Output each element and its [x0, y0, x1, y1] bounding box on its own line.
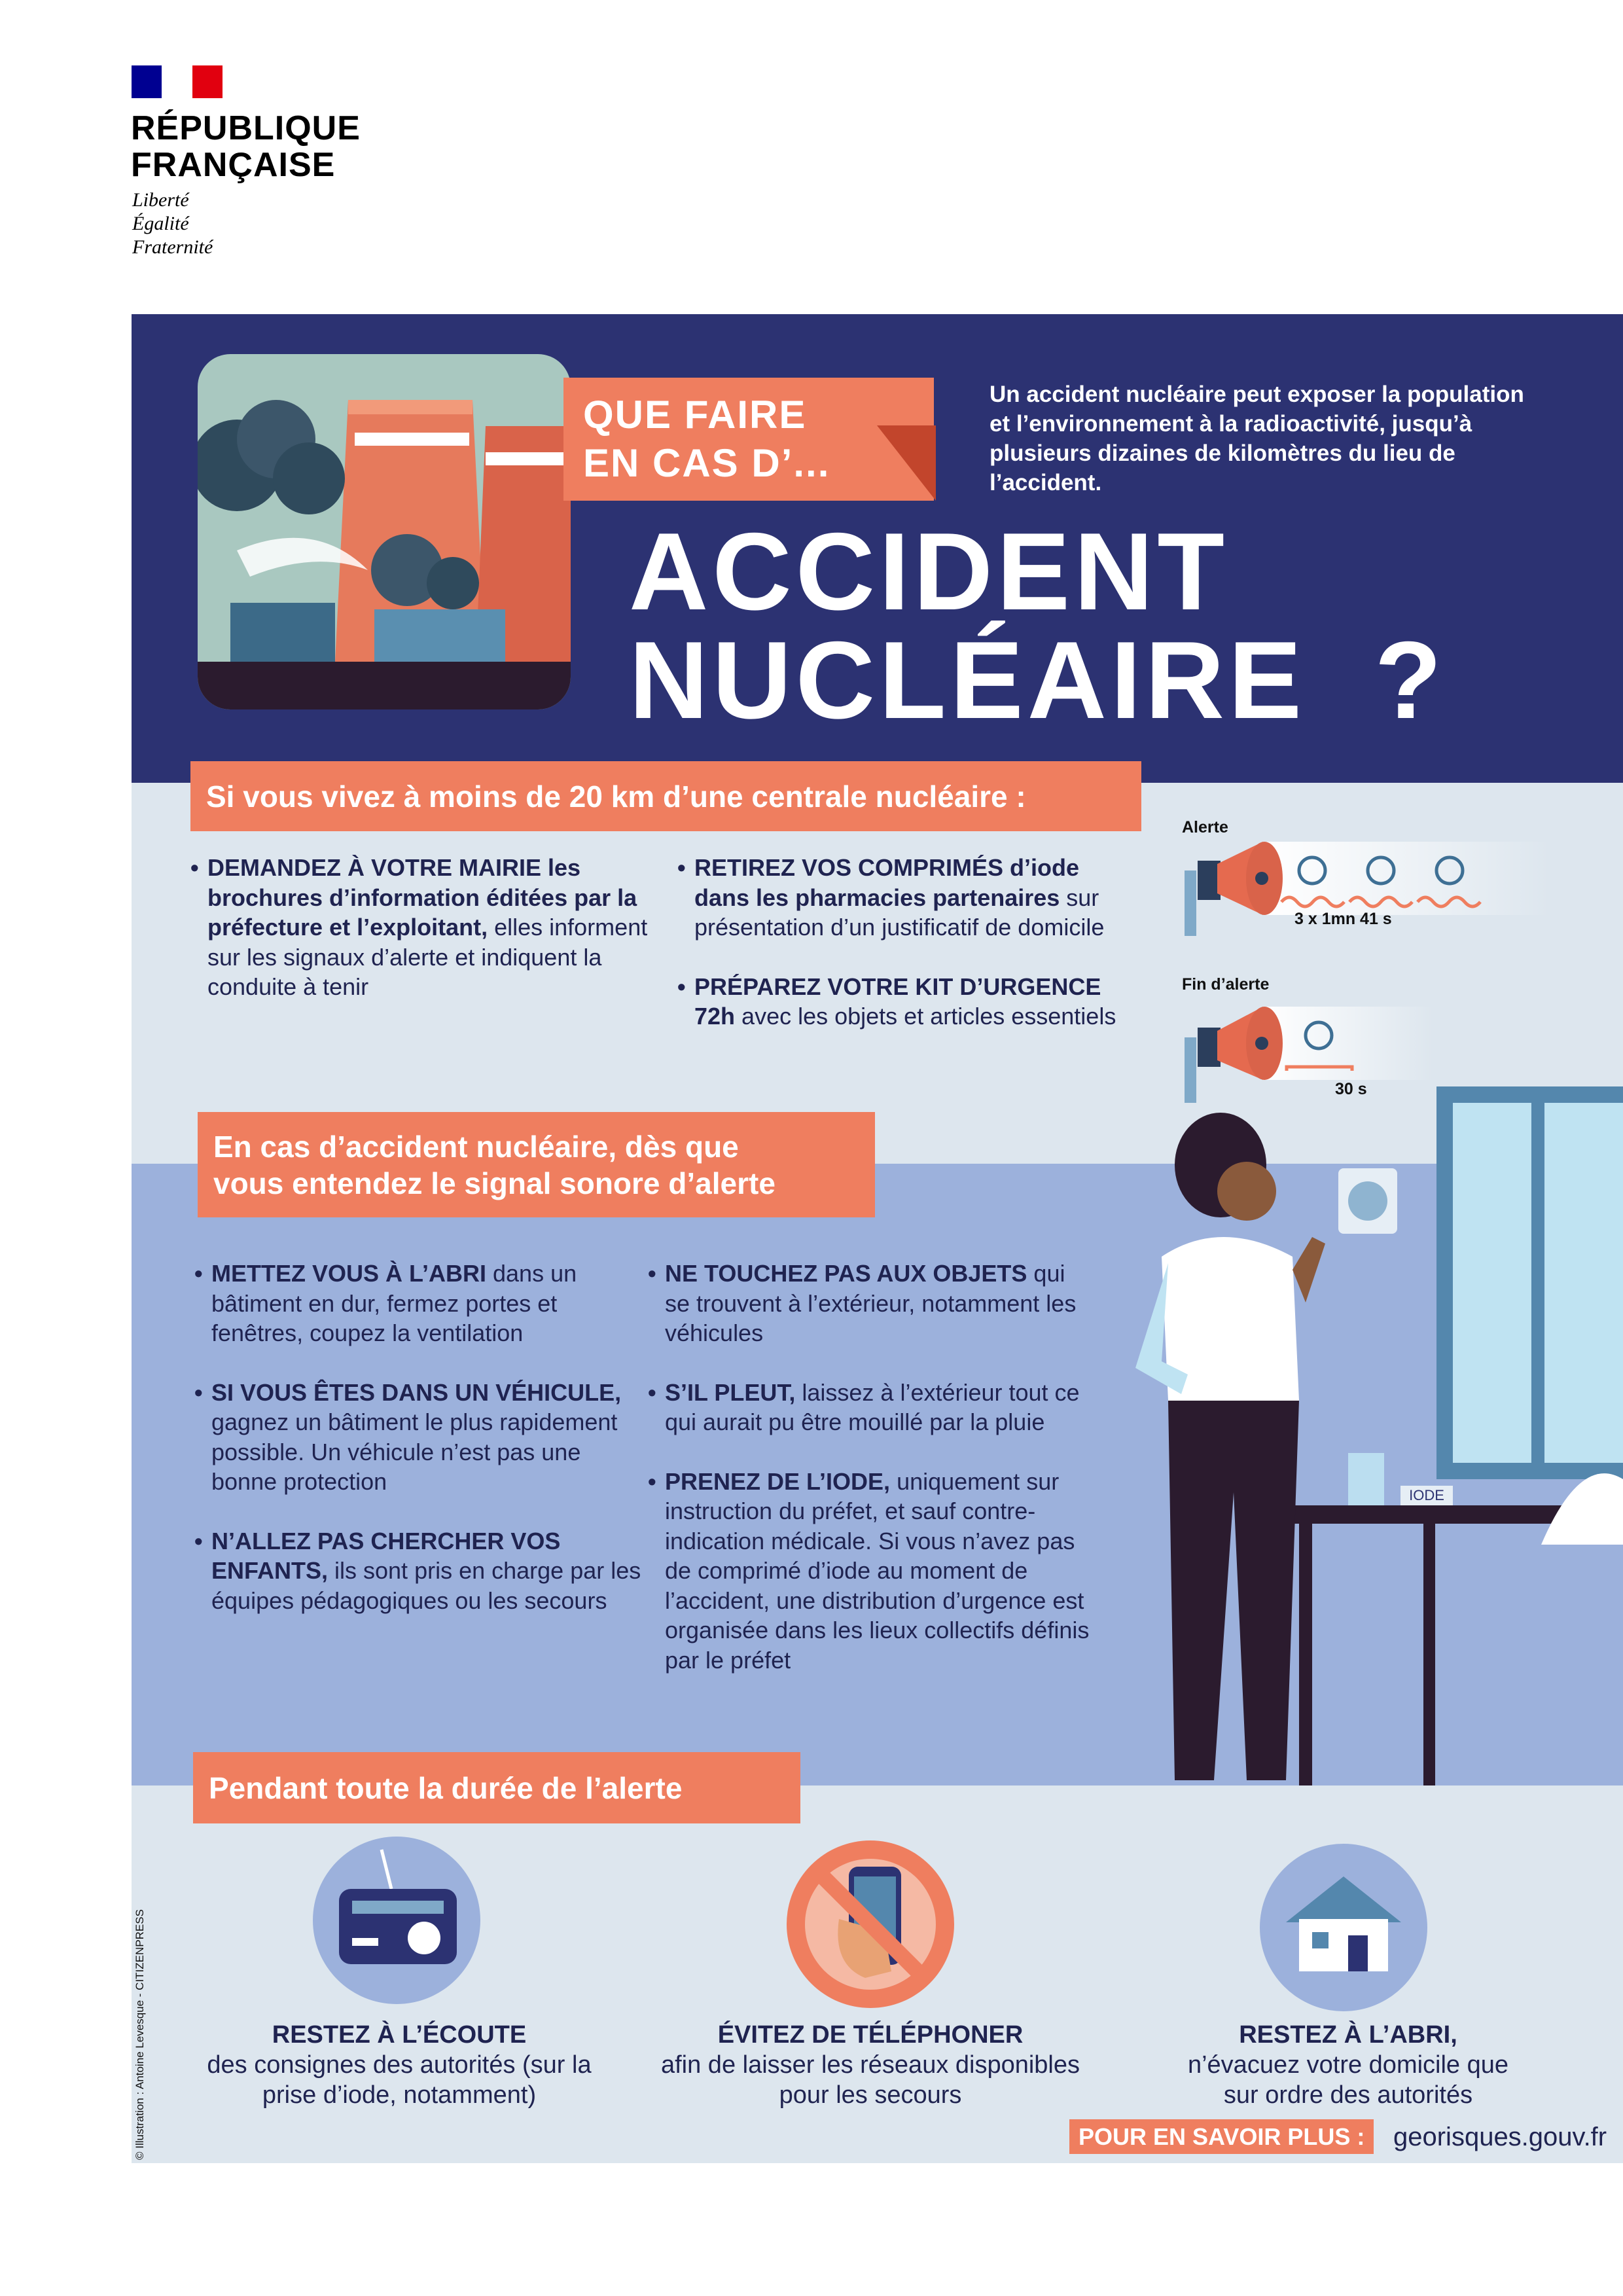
end-alert-duration: 30 s [1335, 1080, 1367, 1098]
page-title: ACCIDENT NUCLÉAIRE ? [629, 510, 1446, 742]
devise: Liberté Égalité Fraternité [132, 189, 213, 258]
georisques-link[interactable]: georisques.gouv.fr [1393, 2123, 1607, 2151]
list-item: • SI VOUS ÊTES DANS UN VÉHICULE, gagnez un bâtiment le plus rapidement possible. Un véhicule n’est pas une bonne protection [194, 1378, 646, 1497]
section1-col2 [677, 853, 1135, 1061]
iode-box-label: IODE [1409, 1487, 1444, 1503]
section2-col1 [194, 1259, 646, 1645]
no-phone-caption: ÉVITEZ DE TÉLÉPHONER afin de laisser les réseaux disponibles pour les secours [660, 2021, 1080, 2109]
list-item: • DEMANDEZ À VOTRE MAIRIE les brochures d’information éditées par la préfecture et l’exploitant, elles informent sur les signaux d’alerte et indiquent la conduite à tenir [190, 853, 649, 1002]
woman-at-window-illustration [1083, 1086, 1623, 1785]
radio-icon [313, 1837, 480, 2004]
list-item: • RETIREZ VOS COMPRIMÉS d’iode dans les pharmacies partenaires sur présentation d’un justificatif de domicile [677, 853, 1135, 942]
what-to-do-tag: QUE FAIRE EN CAS D’... [563, 378, 934, 501]
section1-col1 [190, 853, 649, 1031]
illustration-credit: © Illustration : Antoine Levesque - CITIZENPRESS [134, 1909, 146, 2160]
intro-text: Un accident nucléaire peut exposer la population et l’environnement à la radioactivité, jusqu’à plusieurs dizaines de kilomètres du lieu de l’accident. [990, 382, 1524, 495]
section2-banner: En cas d’accident nucléaire, dès que vous entendez le signal sonore d’alerte [198, 1112, 875, 1217]
section2-col2 [648, 1259, 1093, 1704]
marianne-flag-logo [132, 65, 223, 98]
house-icon [1260, 1844, 1427, 2011]
end-alert-label: Fin d’alerte [1182, 975, 1270, 994]
list-item: • PRÉPAREZ VOTRE KIT D’URGENCE 72h avec les objets et articles essentiels [677, 972, 1135, 1031]
list-item: • PRENEZ DE L’IODE, uniquement sur instruction du préfet, et sauf contre-indication médicale. Si vous n’avez pas de comprimé d’iode au moment de l’accident, une distribution d’urgence est organisée dans les lieux collectifs définis par le préfet [648, 1467, 1093, 1676]
shelter-caption: RESTEZ À L’ABRI, n’évacuez votre domicile que sur ordre des autorités [1187, 2021, 1509, 2109]
alert-duration: 3 x 1mn 41 s [1294, 910, 1392, 928]
nuclear-plant-illustration [198, 354, 571, 709]
list-item: • N’ALLEZ PAS CHERCHER VOS ENFANTS, ils sont pris en charge par les équipes pédagogiques ou les secours [194, 1526, 646, 1616]
list-item: • NE TOUCHEZ PAS AUX OBJETS qui se trouvent à l’extérieur, notamment les véhicules [648, 1259, 1093, 1348]
no-phone-icon [787, 1840, 954, 2008]
alert-label: Alerte [1182, 818, 1228, 836]
republique-francaise-logo: RÉPUBLIQUE FRANÇAISE [131, 109, 361, 184]
list-item: • S’IL PLEUT, laissez à l’extérieur tout ce qui aurait pu être mouillé par la pluie [648, 1378, 1093, 1437]
listen-caption: RESTEZ À L’ÉCOUTE des consignes des autorités (sur la prise d’iode, notamment) [207, 2021, 592, 2109]
more-info-label: POUR EN SAVOIR PLUS : [1069, 2119, 1374, 2154]
list-item: • METTEZ VOUS À L’ABRI dans un bâtiment en dur, fermez portes et fenêtres, coupez la ventilation [194, 1259, 646, 1348]
section1-banner: Si vous vivez à moins de 20 km d’une centrale nucléaire : [190, 761, 1141, 831]
tag-fold [877, 425, 936, 501]
section3-banner: Pendant toute la durée de l’alerte [193, 1752, 800, 1823]
